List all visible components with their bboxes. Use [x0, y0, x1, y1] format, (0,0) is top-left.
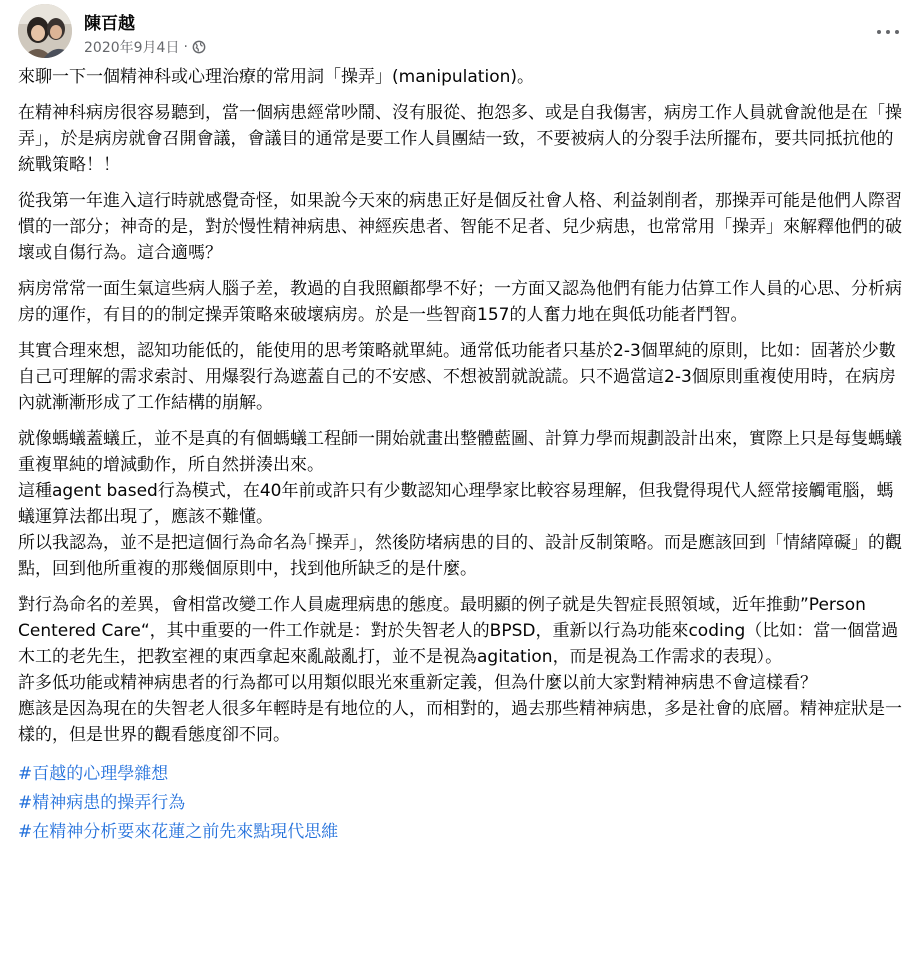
author-name[interactable]: 陳百越: [84, 14, 135, 34]
post-paragraph: 對行為命名的差異，會相當改變工作人員處理病患的態度。最明顯的例子就是失智症長照領域，近年推動”Person Centered Care“，其中重要的一件工作就是：對於失智老人的BPSD，重新以行為功能來coding（比如：當一個當過木工的老先生，把教室裡的東西拿起來亂敲亂打，並不是視為agitation，而是視為工作需求的表現）。 許多低功能或精神病患者的行為都可以用類似眼光來重新定義，但為什麼以前大家對精神病患不會這樣看？ 應該是因為現在的失智老人很多年輕時是有地位的人，而相對的，過去那些精神病患，多是社會的底層。精神症狀是一樣的，但是世界的觀看態度卻不同。: [18, 595, 902, 745]
meta-separator: ·: [183, 39, 188, 55]
hashtag-list: [18, 760, 910, 847]
post-body: [18, 64, 910, 847]
post-paragraph: 其實合理來想，認知功能低的，能使用的思考策略就單純。通常低功能者只基於2-3個單純的原則，比如：固著於少數自己可理解的需求索討、用爆裂行為遮蓋自己的不安感、不想被罰就說謊。只不過當這2-3個原則重複使用時，在病房內就漸漸形成了工作結構的崩解。: [18, 341, 896, 413]
hashtag-link[interactable]: #在精神分析要來花蓮之前先來點現代思維: [18, 822, 339, 842]
post-paragraph: 從我第一年進入這行時就感覺奇怪，如果說今天來的病患正好是個反社會人格、利益剝削者，那操弄可能是他們人際習慣的一部分；神奇的是，對於慢性精神病患、神經疾患者、智能不足者、兒少病患，也常常用「操弄」來解釋他們的破壞或自傷行為。這合適嗎？: [18, 191, 902, 263]
avatar-photo: [18, 4, 72, 58]
globe-icon[interactable]: [192, 40, 206, 54]
post-paragraph: 病房常常一面生氣這些病人腦子差，教過的自我照顧都學不好；一方面又認為他們有能力估算工作人員的心思、分析病房的運作，有目的的制定操弄策略來破壞病房。於是一些智商157的人奮力地在與低功能者鬥智。: [18, 279, 902, 325]
more-options-icon[interactable]: [870, 14, 906, 50]
post-paragraph: 在精神科病房很容易聽到，當一個病患經常吵鬧、沒有服從、抱怨多、或是自我傷害，病房工作人員就會說他是在「操弄」，於是病房就會召開會議，會議目的通常是要工作人員團結一致，不要被病人的分裂手法所擺布，要共同抵抗他的統戰策略！！: [18, 103, 902, 175]
author-avatar[interactable]: [18, 4, 72, 58]
post-paragraph: 來聊一下一個精神科或心理治療的常用詞「操弄」(manipulation)。: [18, 67, 535, 87]
hashtag-link[interactable]: #百越的心理學雜想: [18, 764, 169, 784]
post-meta: [84, 37, 206, 57]
post-date[interactable]: 2020年9月4日: [84, 40, 180, 56]
post-paragraph: 就像螞蟻蓋蟻丘，並不是真的有個螞蟻工程師一開始就畫出整體藍圖、計算力學而規劃設計出來，實際上只是每隻螞蟻重複單純的增減動作，所自然拼湊出來。 這種agent based行為模式，在40年前或許只有少數認知心理學家比較容易理解，但我覺得現代人經常接觸電腦，螞蟻運算法都出現了，應該不難懂。 所以我認為，並不是把這個行為命名為｢操弄｣，然後防堵病患的目的、設計反制策略。而是應該回到「情緒障礙」的觀點，回到他所重複的那幾個原則中，找到他所缺乏的是什麼。: [18, 429, 902, 579]
hashtag-link[interactable]: #精神病患的操弄行為: [18, 793, 186, 813]
post-header: [18, 4, 924, 60]
